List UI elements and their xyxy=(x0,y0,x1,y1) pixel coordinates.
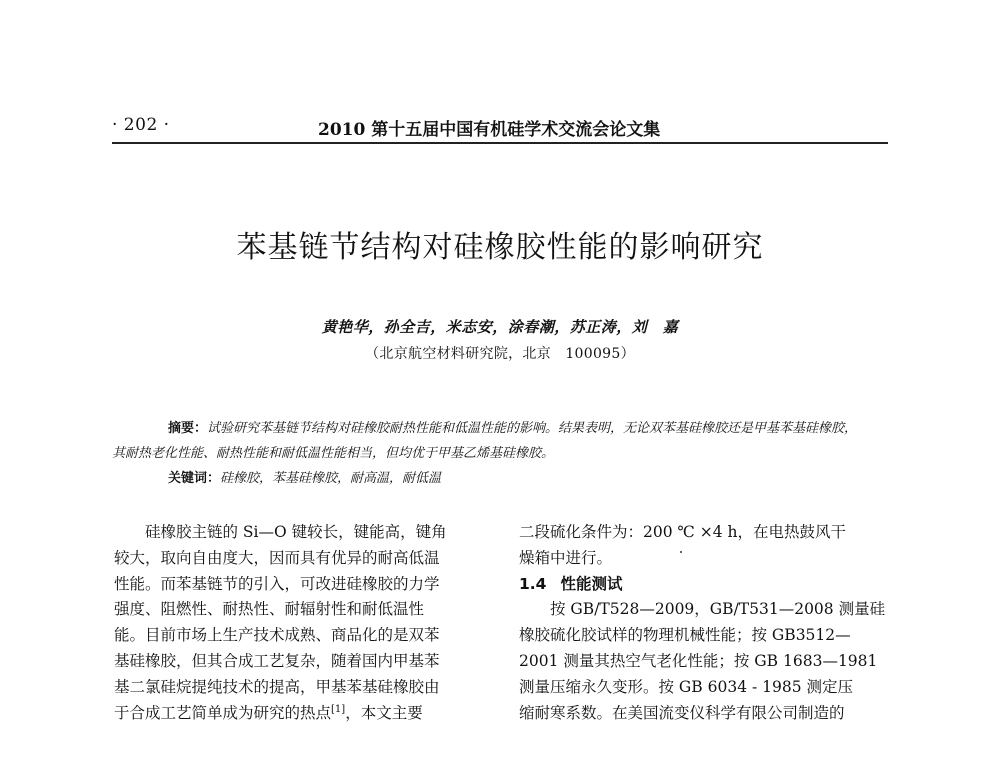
paper-title: 苯基链节结构对硅橡胶性能的影响研究 xyxy=(236,230,764,265)
body-line: 2001 测量其热空气老化性能；按 GB 1683—1981 xyxy=(519,651,878,670)
citation-ref: [1] xyxy=(331,703,346,715)
body-line: 燥箱中进行。 xyxy=(519,548,613,567)
page-number: · 202 · xyxy=(112,115,170,135)
author-list: 黄艳华，孙全吉，米志安，涂春潮，苏正涛，刘 嘉 xyxy=(321,318,679,336)
body-line: 基二氯硅烷提纯技术的提高，甲基苯基硅橡胶由 xyxy=(114,677,440,696)
affiliation: （北京航空材料研究院，北京 100095） xyxy=(365,346,635,362)
body-line: 缩耐寒系数。在美国流变仪科学有限公司制造的 xyxy=(519,703,845,722)
body-line: 能。目前市场上生产技术成熟、商品化的是双苯 xyxy=(114,626,440,645)
body-line: 二段硫化条件为：200 ℃ ×4 h，在电热鼓风干 xyxy=(519,523,847,541)
body-column-right xyxy=(519,520,889,726)
keywords-text: 硅橡胶，苯基硅橡胶，耐高温，耐低温 xyxy=(220,471,442,486)
abstract-label: 摘要： xyxy=(168,421,208,436)
running-title: 2010 第十五届中国有机硅学术交流会论文集 xyxy=(318,120,661,140)
abstract xyxy=(112,416,867,466)
body-line: 测量压缩永久变形。按 GB 6034 - 1985 测定压 xyxy=(519,677,854,696)
abstract-text: 试验研究苯基链节结构对硅橡胶耐热性能和低温性能的影响。结果表明，无论双苯基硅橡胶还是甲基苯基硅橡胶，其耐热老化性能、耐热性能和耐低温性能相当，但均优于甲基乙烯基硅橡胶。 xyxy=(112,421,858,461)
section-number: 1.4 xyxy=(519,574,547,593)
body-line: 按 GB/T528—2009，GB/T531—2008 测量硅 xyxy=(550,600,886,619)
scan-speck xyxy=(680,551,682,553)
body-line: 性能。而苯基链节的引入，可改进硅橡胶的力学 xyxy=(114,574,440,593)
keywords-label: 关键词： xyxy=(168,471,221,486)
body-line: 硅橡胶主链的 Si—O 键较长，键能高，键角 xyxy=(145,523,447,541)
body-line: 强度、阻燃性、耐热性、耐辐射性和耐低温性 xyxy=(114,600,425,619)
section-title: 性能测试 xyxy=(560,574,623,593)
body-line: 基硅橡胶，但其合成工艺复杂，随着国内甲基苯 xyxy=(114,651,440,670)
body-line: 橡胶硫化胶试样的物理机械性能；按 GB3512— xyxy=(519,626,851,645)
body-text: 于合成工艺简单成为研究的热点 xyxy=(114,703,332,722)
keywords xyxy=(168,466,441,491)
body-column-left xyxy=(114,520,486,726)
body-line: 较大，取向自由度大，因而具有优异的耐高低温 xyxy=(114,548,440,567)
body-text: ，本文主要 xyxy=(345,703,423,722)
section-heading xyxy=(519,572,889,598)
body-line-with-citation xyxy=(114,701,486,727)
header-rule xyxy=(112,142,888,144)
